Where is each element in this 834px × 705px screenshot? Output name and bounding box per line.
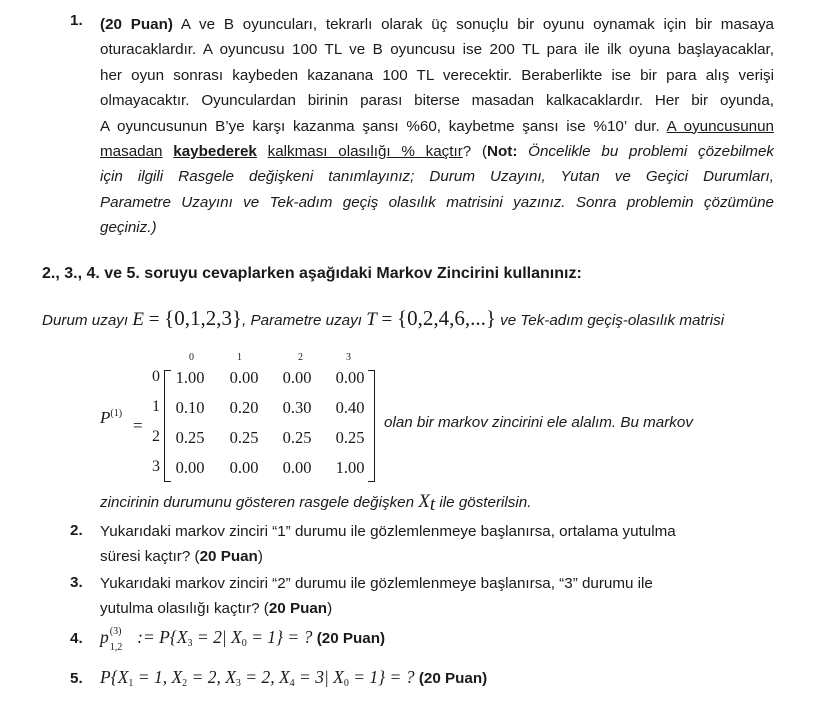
q1-line-6: [100, 139, 774, 164]
q2-line-1: Yukarıdaki markov zinciri “1” durumu ile gözlemlenmeye başlanırsa, ortalama yutulma: [100, 523, 676, 540]
q5-e1: = 1, X: [133, 667, 183, 687]
q1-line-7: için ilgili Rasgele değişkeni tanımlayınız; Durum Uzayını, Yutan ve Geçici Durumları,: [100, 168, 774, 186]
matrix-trailing-text: olan bir markov zincirini ele alalım. Bu markov: [384, 414, 693, 431]
q3-line-2-text: yutulma olasılığı kaçtır? (: [100, 600, 269, 618]
t-set: {0,2,4,6,...}: [396, 306, 496, 330]
matrix-cell: 0.30: [282, 398, 312, 417]
section-heading: 2., 3., 4. ve 5. soruyu cevaplarken aşağıdaki Markov Zincirini kullanınız:: [42, 265, 582, 282]
transition-matrix: [100, 352, 820, 487]
q1-note-label: Not:: [487, 143, 518, 161]
matrix-cell: 0.10: [175, 398, 205, 417]
q4-p-sub: 1,2: [109, 642, 123, 653]
q1-line-9: geçiniz.): [100, 219, 157, 237]
q5-sub-1: 1: [128, 678, 134, 689]
question-1-number: 1.: [70, 12, 83, 29]
q3-line-1: Yukarıdaki markov zinciri “2” durumu ile gözlemlenmeye başlanırsa, “3” durumu ile: [100, 575, 653, 592]
q5-end: = 1} = ?: [348, 667, 415, 687]
q4-p: p: [100, 627, 109, 647]
matrix-cell: 0.25: [282, 428, 312, 447]
col-index: 3: [346, 352, 351, 363]
q4-x0-sub: 0: [241, 638, 247, 649]
question-4-formula: [100, 625, 385, 656]
q1-line-1-rest: A ve B oyuncuları, tekrarlı olarak üç sonuçlu bir oyunu oynamak için bir masaya: [172, 16, 774, 33]
question-5-number: 5.: [70, 670, 83, 687]
random-variable-text-after: ile gösterilsin.: [435, 494, 532, 511]
question-3-text: [100, 571, 653, 622]
state-space-label: Durum uzayı: [42, 312, 129, 329]
question-4-number: 4.: [70, 630, 83, 647]
matrix-cell: 1.00: [175, 368, 205, 387]
q5-e4: = 3| X: [294, 667, 344, 687]
question-1-text: [100, 12, 780, 241]
question-2-number: 2.: [70, 522, 83, 539]
matrix-cell: 0.25: [335, 428, 365, 447]
q1-points: 20 Puan: [105, 16, 168, 33]
q1-line-6-bold: kaybederek: [173, 143, 257, 161]
q1-line-1: [100, 12, 774, 37]
col-index: 0: [189, 352, 194, 363]
q5-points: (20 Puan): [418, 670, 488, 687]
random-variable-line: [100, 491, 531, 516]
col-index: 2: [298, 352, 303, 363]
matrix-label-sup: (1): [110, 408, 123, 419]
matrix-cell: 0.00: [229, 458, 259, 477]
matrix-cell: 0.00: [229, 368, 259, 387]
q1-line-8: Parametre Uzayını ve Tek-adım geçiş olasılık matrisini yazınız. Sonra problemin çözümüne: [100, 193, 774, 211]
q4-scripts: [109, 626, 133, 653]
q5-start: P{X: [100, 667, 129, 687]
q1-line-6-underline-2: kalkması olasılığı % kaçtır: [267, 143, 463, 161]
q4-points: (20 Puan): [316, 630, 386, 647]
q1-line-4: olmayacaktır. Oyunculardan birinin parası biterse masadan kalkacaklardır. Her bir oyunda,: [100, 92, 774, 110]
q2-points: 20 Puan: [199, 548, 258, 566]
q4-expr: := P{X: [132, 627, 188, 647]
q2-line-2-text: süresi kaçtır? (: [100, 548, 200, 566]
q4-p-sup: (3): [109, 626, 122, 637]
q1-line-2: oturacaklardır. A oyuncusu 100 TL ve B oyuncusu ise 200 TL para ile ilk oyuna başlayacaklar,: [100, 41, 774, 59]
question-2-text: [100, 519, 676, 570]
q3-line-2: [100, 596, 653, 621]
row-index: 0: [152, 368, 160, 385]
q5-sub-4: 4: [289, 678, 295, 689]
row-index: 1: [152, 398, 160, 415]
question-3-number: 3.: [70, 574, 83, 591]
q1-note-text: Öncelikle bu problemi çözebilmek: [517, 143, 774, 161]
question-5-formula: [100, 665, 487, 696]
matrix-cell: 0.25: [175, 428, 205, 447]
e-set: {0,1,2,3}: [164, 306, 243, 330]
matrix-intro-label: ve Tek-adım geçiş-olasılık matrisi: [495, 312, 725, 329]
parameter-space-label: , Parametre uzayı: [242, 312, 362, 329]
q1-points-close: ): [167, 16, 173, 33]
matrix-label: [100, 408, 122, 428]
q2-line-2: [100, 544, 676, 569]
q5-sub-2: 2: [182, 678, 188, 689]
matrix-cell: 1.00: [335, 458, 365, 477]
q1-line-6-underline-1: masadan: [100, 143, 163, 161]
q1-line-5-underlined: A oyuncusunun: [666, 117, 774, 135]
t-symbol: T: [366, 309, 377, 330]
q5-sub-0: 0: [343, 678, 349, 689]
random-variable-text: zincirinin durumunu gösteren rasgele değişken: [100, 494, 415, 511]
matrix-cell: 0.40: [335, 398, 365, 417]
q1-line-3: her oyun sonrası kaybeden kazanana 100 TL verecektir. Beraberlikte ise bir para alış verişi: [100, 66, 774, 84]
q1-line-5: [100, 114, 774, 139]
matrix-equals: =: [133, 416, 143, 435]
q1-line-5-plain: A oyuncusunun B’ye karşı kazanma şansı %60, kaybetme şansı ise %10’ dur.: [100, 117, 660, 135]
matrix-cell: 0.00: [335, 368, 365, 387]
random-variable-sub: t: [429, 494, 436, 515]
row-index: 3: [152, 458, 160, 475]
row-index: 2: [152, 428, 160, 445]
q1-points-open: (: [100, 16, 106, 33]
matrix-cell: 0.20: [229, 398, 259, 417]
q2-close: ): [257, 548, 263, 566]
col-index: 1: [237, 352, 242, 363]
random-variable-symbol: X: [418, 491, 430, 512]
q4-end: = 1} = ?: [246, 627, 313, 647]
q1-line-6-question: ? (: [462, 143, 488, 161]
q3-close: ): [327, 600, 333, 618]
q4-x3-sub: 3: [187, 638, 193, 649]
e-symbol: E: [132, 309, 144, 330]
state-space-line: Durum uzayı E = {0,1,2,3}, Parametre uzayı T = {0,2,4,6,...} ve Tek-adım geçiş-olasılık matrisi: [42, 306, 725, 330]
q5-e3: = 2, X: [240, 667, 290, 687]
q3-points: 20 Puan: [268, 600, 328, 618]
matrix-cell: 0.00: [175, 458, 205, 477]
q5-sub-3: 3: [235, 678, 241, 689]
matrix-p: P: [100, 408, 111, 427]
q4-mid: = 2| X: [192, 627, 242, 647]
q5-e2: = 2, X: [187, 667, 236, 687]
matrix-cell: 0.25: [229, 428, 259, 447]
matrix-cell: 0.00: [282, 368, 312, 387]
matrix-cell: 0.00: [282, 458, 312, 477]
